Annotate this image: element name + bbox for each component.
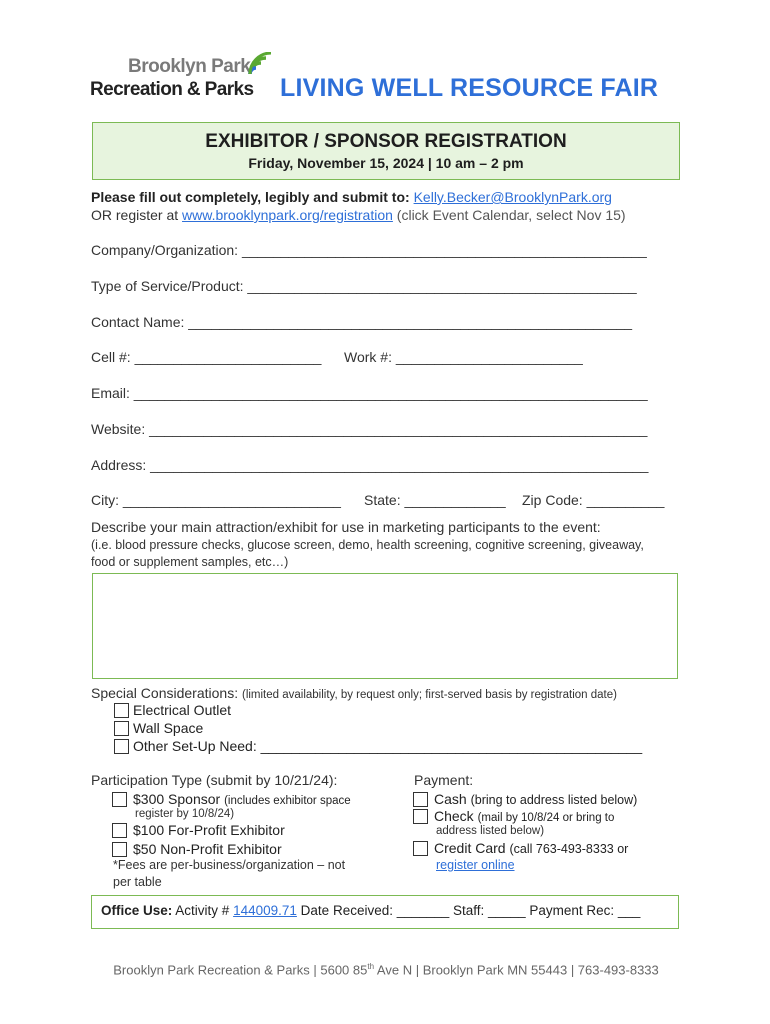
fees-note-1: *Fees are per-business/organization – not bbox=[113, 858, 346, 872]
electrical-label: Electrical Outlet bbox=[133, 702, 232, 718]
footer-sup: th bbox=[367, 962, 375, 971]
address-field[interactable]: Address: ________________________________________________________________ bbox=[91, 457, 649, 473]
sponsor-note-2: register by 10/8/24) bbox=[135, 808, 235, 820]
instructions-bold: Please fill out completely, legibly and submit to: bbox=[91, 189, 410, 205]
cash-label: Cash bbox=[434, 791, 467, 807]
sponsor-label: $300 Sponsor bbox=[133, 791, 221, 807]
city-field[interactable]: City: ____________________________ bbox=[91, 492, 341, 508]
email-field[interactable]: Email: __________________________________________________________________ bbox=[91, 385, 648, 401]
forprofit-checkbox[interactable] bbox=[112, 823, 127, 838]
contact-name-field[interactable]: Contact Name: _________________________________________________________ bbox=[91, 314, 633, 330]
footer-part-2: Ave N | Brooklyn Park MN 55443 | 763-493-8333 bbox=[374, 962, 659, 978]
fees-note-2: per table bbox=[113, 875, 162, 889]
description-textarea[interactable] bbox=[92, 573, 678, 679]
option-electrical[interactable] bbox=[114, 702, 231, 718]
check-note-2: address listed below) bbox=[436, 825, 545, 837]
office-use-label: Office Use: bbox=[101, 903, 173, 918]
check-label: Check bbox=[434, 808, 474, 824]
registration-title: EXHIBITOR / SPONSOR REGISTRATION bbox=[205, 131, 567, 152]
footer-part-1: Brooklyn Park Recreation & Parks | 5600 85 bbox=[113, 962, 368, 978]
service-field[interactable]: Type of Service/Product: __________________________________________________ bbox=[91, 278, 637, 294]
instructions-line-2 bbox=[91, 207, 626, 223]
check-checkbox[interactable] bbox=[413, 809, 428, 824]
office-use-fields: Date Received: _______ Staff: _____ Payment Rec: ___ bbox=[300, 903, 641, 918]
credit-note: (call 763-493-8333 or bbox=[509, 842, 629, 856]
register-online-link[interactable]: register online bbox=[436, 858, 515, 872]
payment-label: Payment: bbox=[414, 772, 474, 788]
nonprofit-label: $50 Non-Profit Exhibitor bbox=[133, 841, 282, 857]
state-field[interactable]: State: _____________ bbox=[364, 492, 506, 508]
cash-note: (bring to address listed below) bbox=[470, 793, 638, 807]
register-prefix: OR register at bbox=[91, 207, 179, 223]
check-note: (mail by 10/8/24 or bring to bbox=[477, 812, 615, 824]
other-setup-label: Other Set-Up Need: _________________________________________________ bbox=[133, 738, 643, 754]
option-sponsor[interactable] bbox=[112, 791, 351, 807]
event-date: Friday, November 15, 2024 | 10 am – 2 pm bbox=[248, 155, 524, 171]
instructions-line-1 bbox=[91, 189, 612, 205]
special-label: Special Considerations: bbox=[91, 685, 239, 701]
credit-label: Credit Card bbox=[434, 840, 506, 856]
option-check[interactable] bbox=[413, 808, 614, 824]
option-forprofit[interactable] bbox=[112, 822, 285, 838]
office-use-line bbox=[101, 903, 640, 918]
activity-number-link[interactable]: 144009.71 bbox=[233, 903, 297, 918]
cash-checkbox[interactable] bbox=[413, 792, 428, 807]
option-other-setup[interactable] bbox=[114, 738, 642, 754]
logo-line-1: Brooklyn Park bbox=[128, 56, 251, 77]
wall-space-checkbox[interactable] bbox=[114, 721, 129, 736]
fair-title: LIVING WELL RESOURCE FAIR bbox=[280, 74, 659, 102]
activity-prefix: Activity # bbox=[175, 903, 230, 918]
forprofit-label: $100 For-Profit Exhibitor bbox=[133, 822, 285, 838]
option-credit[interactable] bbox=[413, 840, 628, 856]
cell-field[interactable]: Cell #: ________________________ bbox=[91, 349, 322, 365]
logo-line-2: Recreation & Parks bbox=[90, 79, 254, 100]
nonprofit-checkbox[interactable] bbox=[112, 842, 127, 857]
describe-prompt: Describe your main attraction/exhibit for use in marketing participants to the event: bbox=[91, 519, 601, 535]
footer bbox=[91, 962, 681, 977]
describe-example: (i.e. blood pressure checks, glucose screen, demo, health screening, cognitive screening, giveaway, food or supplement samples, etc…) bbox=[91, 538, 644, 569]
participation-label: Participation Type (submit by 10/21/24): bbox=[91, 772, 338, 788]
signal-arcs-icon bbox=[246, 52, 274, 76]
zip-field[interactable]: Zip Code: __________ bbox=[522, 492, 665, 508]
electrical-checkbox[interactable] bbox=[114, 703, 129, 718]
option-nonprofit[interactable] bbox=[112, 841, 282, 857]
special-note: (limited availability, by request only; first-served basis by registration date) bbox=[241, 689, 617, 701]
sponsor-checkbox[interactable] bbox=[112, 792, 127, 807]
contact-email-link[interactable]: Kelly.Becker@BrooklynPark.org bbox=[413, 189, 612, 205]
option-cash[interactable] bbox=[413, 791, 637, 807]
option-wall-space[interactable] bbox=[114, 720, 203, 736]
company-field[interactable]: Company/Organization: ____________________________________________________ bbox=[91, 242, 647, 258]
register-suffix: (click Event Calendar, select Nov 15) bbox=[396, 207, 626, 223]
registration-url-link[interactable]: www.brooklynpark.org/registration bbox=[182, 207, 393, 223]
credit-checkbox[interactable] bbox=[413, 841, 428, 856]
other-setup-checkbox[interactable] bbox=[114, 739, 129, 754]
sponsor-note: (includes exhibitor space bbox=[224, 795, 351, 807]
wall-space-label: Wall Space bbox=[133, 720, 204, 736]
special-considerations bbox=[91, 685, 617, 701]
work-field[interactable]: Work #: ________________________ bbox=[344, 349, 583, 365]
website-field[interactable]: Website: ________________________________________________________________ bbox=[91, 421, 648, 437]
